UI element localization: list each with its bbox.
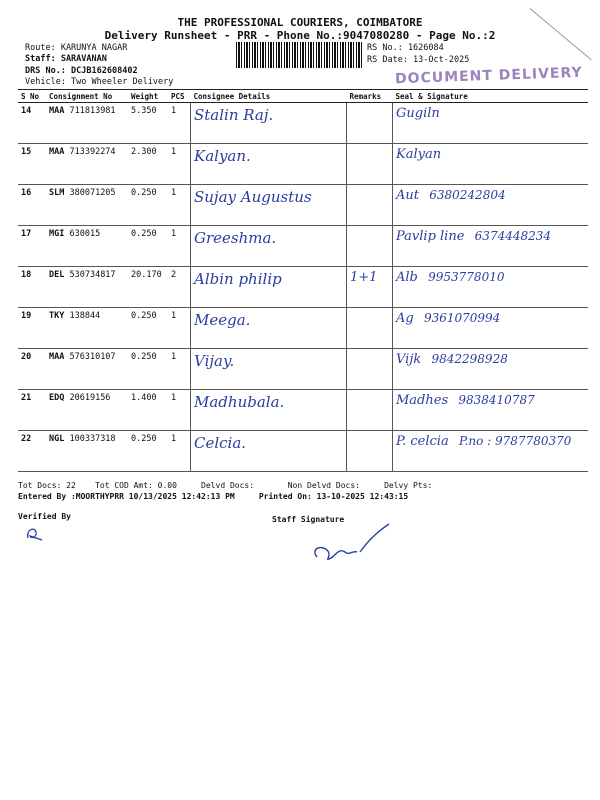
phone-handwriting: 9842298928 — [431, 352, 508, 366]
row-sno: 21 — [18, 390, 46, 431]
consignment-number: 711813981 — [69, 106, 116, 116]
phone-handwriting: 9953778010 — [428, 270, 505, 284]
tot-cod: Tot COD Amt: 0.00 — [95, 481, 177, 490]
consignee-handwriting: Madhubala. — [194, 393, 285, 411]
row-consignment — [46, 349, 128, 390]
table-header-row — [18, 90, 588, 103]
consignment-number: 100337318 — [69, 434, 116, 444]
row-consignee — [191, 185, 347, 226]
verified-by-label: Verified By — [18, 512, 71, 521]
rs-number: RS No.: 1626084 — [367, 43, 444, 53]
row-weight: 0.250 — [128, 185, 168, 226]
printed-on: Printed On: 13-10-2025 12:43:15 — [258, 492, 409, 501]
row-signature — [393, 144, 589, 185]
row-weight: 20.170 — [128, 267, 168, 308]
row-weight: 0.250 — [128, 226, 168, 267]
row-signature — [393, 308, 589, 349]
table-row — [18, 144, 588, 185]
row-signature — [393, 431, 589, 472]
row-remarks — [347, 431, 393, 472]
signature-handwriting: Aut — [396, 188, 419, 203]
row-remarks — [347, 185, 393, 226]
row-consignee — [191, 226, 347, 267]
col-weight: Weight — [128, 90, 168, 103]
row-sno: 17 — [18, 226, 46, 267]
col-consignment: Consignment No — [46, 90, 128, 103]
phone-handwriting: 9838410787 — [458, 393, 535, 407]
row-pcs: 1 — [168, 308, 191, 349]
consignment-prefix: SLM — [49, 188, 65, 198]
consignment-number: 713392274 — [69, 147, 116, 157]
row-remarks — [347, 103, 393, 144]
consignee-handwriting: Celcia. — [194, 434, 247, 452]
consignment-number: 576310107 — [69, 352, 116, 362]
consignee-handwriting: Greeshma. — [194, 229, 277, 247]
row-sno: 18 — [18, 267, 46, 308]
consignment-prefix: MAA — [49, 352, 65, 362]
remarks-handwriting: 1+1 — [350, 270, 378, 285]
table-row — [18, 349, 588, 390]
row-remarks — [347, 349, 393, 390]
staff-signature-scribble — [305, 522, 395, 572]
consignment-number: 630015 — [69, 229, 101, 239]
row-sno: 19 — [18, 308, 46, 349]
consignment-number: 20619156 — [69, 393, 111, 403]
consignment-prefix: EDQ — [49, 393, 65, 403]
row-consignment — [46, 308, 128, 349]
entered-by: Entered By :MOORTHYPRR 10/13/2025 12:42:13 PM — [18, 492, 235, 501]
table-row — [18, 226, 588, 267]
signature-handwriting: Vijk — [396, 352, 422, 367]
consignment-prefix: TKY — [49, 311, 65, 321]
row-remarks — [347, 226, 393, 267]
row-pcs: 1 — [168, 431, 191, 472]
consignee-handwriting: Kalyan. — [194, 147, 251, 165]
phone-handwriting: 9361070994 — [423, 311, 501, 325]
row-pcs: 1 — [168, 226, 191, 267]
staff-signature-label: Staff Signature — [272, 515, 345, 524]
row-signature — [393, 267, 589, 308]
table-row — [18, 390, 588, 431]
row-weight: 0.250 — [128, 308, 168, 349]
runsheet-table — [18, 89, 588, 472]
row-pcs: 1 — [168, 103, 191, 144]
consignment-prefix: DEL — [49, 270, 65, 280]
row-sno: 14 — [18, 103, 46, 144]
row-consignee — [191, 308, 347, 349]
row-remarks — [347, 390, 393, 431]
table-row — [18, 308, 588, 349]
consignee-handwriting: Sujay Augustus — [194, 188, 312, 206]
row-pcs: 1 — [168, 185, 191, 226]
consignee-handwriting: Meega. — [194, 311, 251, 329]
row-signature — [393, 226, 589, 267]
row-remarks — [347, 267, 393, 308]
signature-handwriting: Pavlip line — [396, 229, 465, 244]
consignment-prefix: MGI — [49, 229, 65, 239]
row-consignment — [46, 226, 128, 267]
phone-handwriting: 6374448234 — [474, 229, 552, 243]
consignment-prefix: MAA — [49, 147, 65, 157]
row-consignment — [46, 144, 128, 185]
row-weight: 5.350 — [128, 103, 168, 144]
consignee-handwriting: Stalin Raj. — [194, 106, 274, 124]
non-delvd-docs: Non Delvd Docs: — [287, 481, 360, 490]
signature-handwriting: Alb — [396, 270, 418, 285]
row-consignment — [46, 267, 128, 308]
document-title: THE PROFESSIONAL COURIERS, COIMBATORE — [177, 16, 423, 29]
row-sno: 16 — [18, 185, 46, 226]
col-remarks: Remarks — [347, 90, 393, 103]
row-signature — [393, 103, 589, 144]
consignment-number: 138844 — [69, 311, 101, 321]
row-weight: 1.400 — [128, 390, 168, 431]
row-signature — [393, 349, 589, 390]
tot-docs: Tot Docs: 22 — [18, 481, 76, 490]
row-sno: 15 — [18, 144, 46, 185]
consignment-prefix: NGL — [49, 434, 65, 444]
row-remarks — [347, 308, 393, 349]
barcode — [236, 42, 364, 68]
row-consignee — [191, 103, 347, 144]
document-subtitle: Delivery Runsheet - PRR - Phone No.:9047080280 - Page No.:2 — [104, 29, 496, 42]
row-consignment — [46, 103, 128, 144]
row-consignment — [46, 185, 128, 226]
table-row — [18, 103, 588, 144]
row-consignee — [191, 390, 347, 431]
row-sno: 22 — [18, 431, 46, 472]
signature-handwriting: Ag — [396, 311, 414, 326]
row-pcs: 1 — [168, 144, 191, 185]
vehicle-label: Vehicle: Two Wheeler Delivery — [25, 77, 174, 87]
verified-signature-scribble — [22, 522, 52, 544]
row-weight: 0.250 — [128, 431, 168, 472]
signature-handwriting: Kalyan — [396, 147, 442, 162]
col-signature: Seal & Signature — [393, 90, 589, 103]
route-label: Route: KARUNYA NAGAR — [25, 43, 128, 53]
row-weight: 2.300 — [128, 144, 168, 185]
consignment-number: 380071205 — [69, 188, 116, 198]
phone-handwriting: 6380242804 — [429, 188, 506, 202]
signature-handwriting: Gugiln — [396, 106, 440, 121]
delvd-docs: Delvd Docs: — [201, 481, 255, 490]
row-signature — [393, 390, 589, 431]
consignment-prefix: MAA — [49, 106, 65, 116]
row-pcs: 1 — [168, 390, 191, 431]
row-pcs: 2 — [168, 267, 191, 308]
table-row — [18, 185, 588, 226]
table-row — [18, 431, 588, 472]
row-sno: 20 — [18, 349, 46, 390]
footer-entered — [18, 492, 408, 501]
col-pcs: PCS — [168, 90, 191, 103]
consignee-handwriting: Vijay. — [194, 352, 235, 370]
row-consignment — [46, 431, 128, 472]
row-consignee — [191, 144, 347, 185]
consignment-number: 530734817 — [69, 270, 116, 280]
row-signature — [393, 185, 589, 226]
row-consignee — [191, 267, 347, 308]
footer-totals — [18, 481, 432, 490]
drs-number: DRS No.: DCJB162608402 — [25, 66, 138, 76]
row-consignee — [191, 349, 347, 390]
consignee-handwriting: Albin philip — [194, 270, 282, 288]
row-remarks — [347, 144, 393, 185]
row-consignee — [191, 431, 347, 472]
phone-handwriting: P.no : 9787780370 — [458, 434, 572, 448]
rs-date: RS Date: 13-Oct-2025 — [367, 55, 470, 65]
staff-label: Staff: SARAVANAN — [25, 54, 107, 64]
document-delivery-stamp: DOCUMENT DELIVERY — [394, 64, 583, 88]
row-pcs: 1 — [168, 349, 191, 390]
delvy-pts: Delvy Pts: — [384, 481, 433, 490]
col-sno: S No — [18, 90, 46, 103]
signature-handwriting: P. celcia — [396, 434, 449, 449]
col-consignee: Consignee Details — [191, 90, 347, 103]
row-consignment — [46, 390, 128, 431]
row-weight: 0.250 — [128, 349, 168, 390]
table-row — [18, 267, 588, 308]
signature-handwriting: Madhes — [396, 393, 449, 408]
